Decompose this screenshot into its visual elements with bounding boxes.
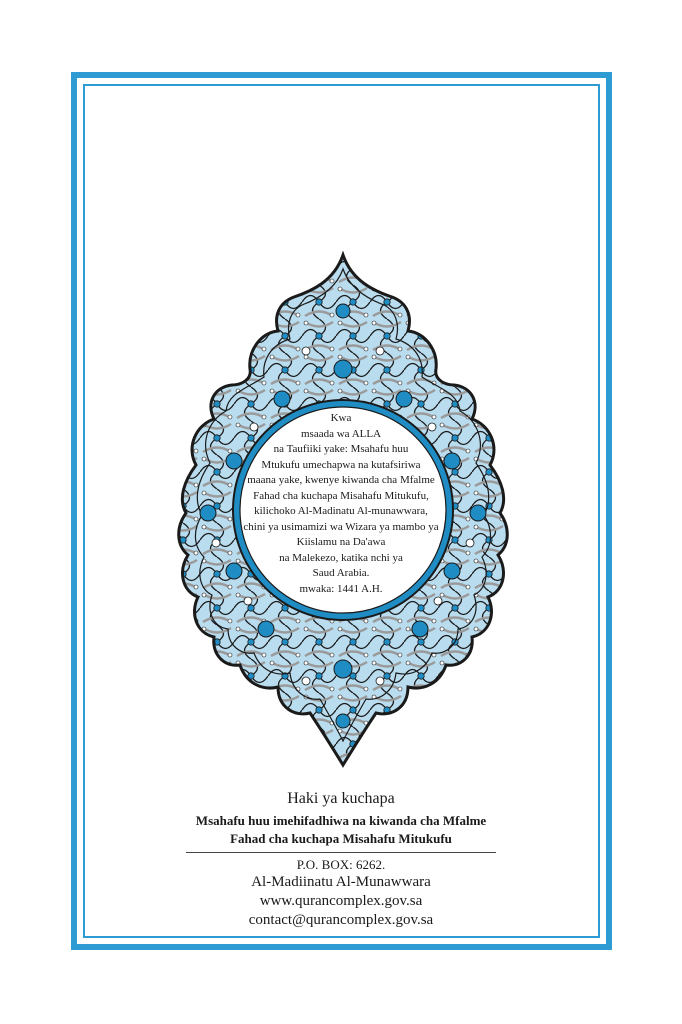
dedication-line: msaada wa ALLA <box>300 427 382 440</box>
copyright-heading: Haki ya kuchapa <box>287 790 395 807</box>
dedication-line: na Taufiiki yake: Msahafu huu <box>273 443 409 455</box>
dedication-line: Kwa <box>330 412 352 424</box>
dedication-line: Saud Arabia. <box>312 567 370 579</box>
city: Al-Madiinatu Al-Munawwara <box>251 874 431 890</box>
copyright-holder-line: Fahad cha kuchapa Misahafu Mitukufu <box>230 831 452 846</box>
copyright-block <box>150 788 532 930</box>
dedication-text <box>236 411 446 601</box>
dedication-line: kilichoko Al-Madinatu Al-munawwara, <box>254 505 428 517</box>
copyright-holder-line: Msahafu huu imehifadhiwa na kiwanda cha Mfalme <box>195 813 487 828</box>
email-link[interactable]: contact@qurancomplex.gov.sa <box>248 912 434 928</box>
website-link[interactable]: www.qurancomplex.gov.sa <box>259 893 423 909</box>
dedication-line: na Malekezo, katika nchi ya <box>279 551 403 564</box>
divider <box>186 852 496 853</box>
dedication-line: Mtukufu umechapwa na kutafsiriwa <box>261 458 421 471</box>
dedication-line: chini ya usimamizi wa Wizara ya mambo ya <box>243 520 439 533</box>
dedication-line: Fahad cha kuchapa Misahafu Mitukufu, <box>253 489 429 502</box>
po-box: P.O. BOX: 6262. <box>296 857 386 872</box>
dedication-line: mwaka: 1441 A.H. <box>299 582 383 595</box>
dedication-line: Kiislamu na Da'awa <box>296 536 386 548</box>
dedication-line: maana yake, kwenye kiwanda cha Mfalme <box>247 474 435 486</box>
